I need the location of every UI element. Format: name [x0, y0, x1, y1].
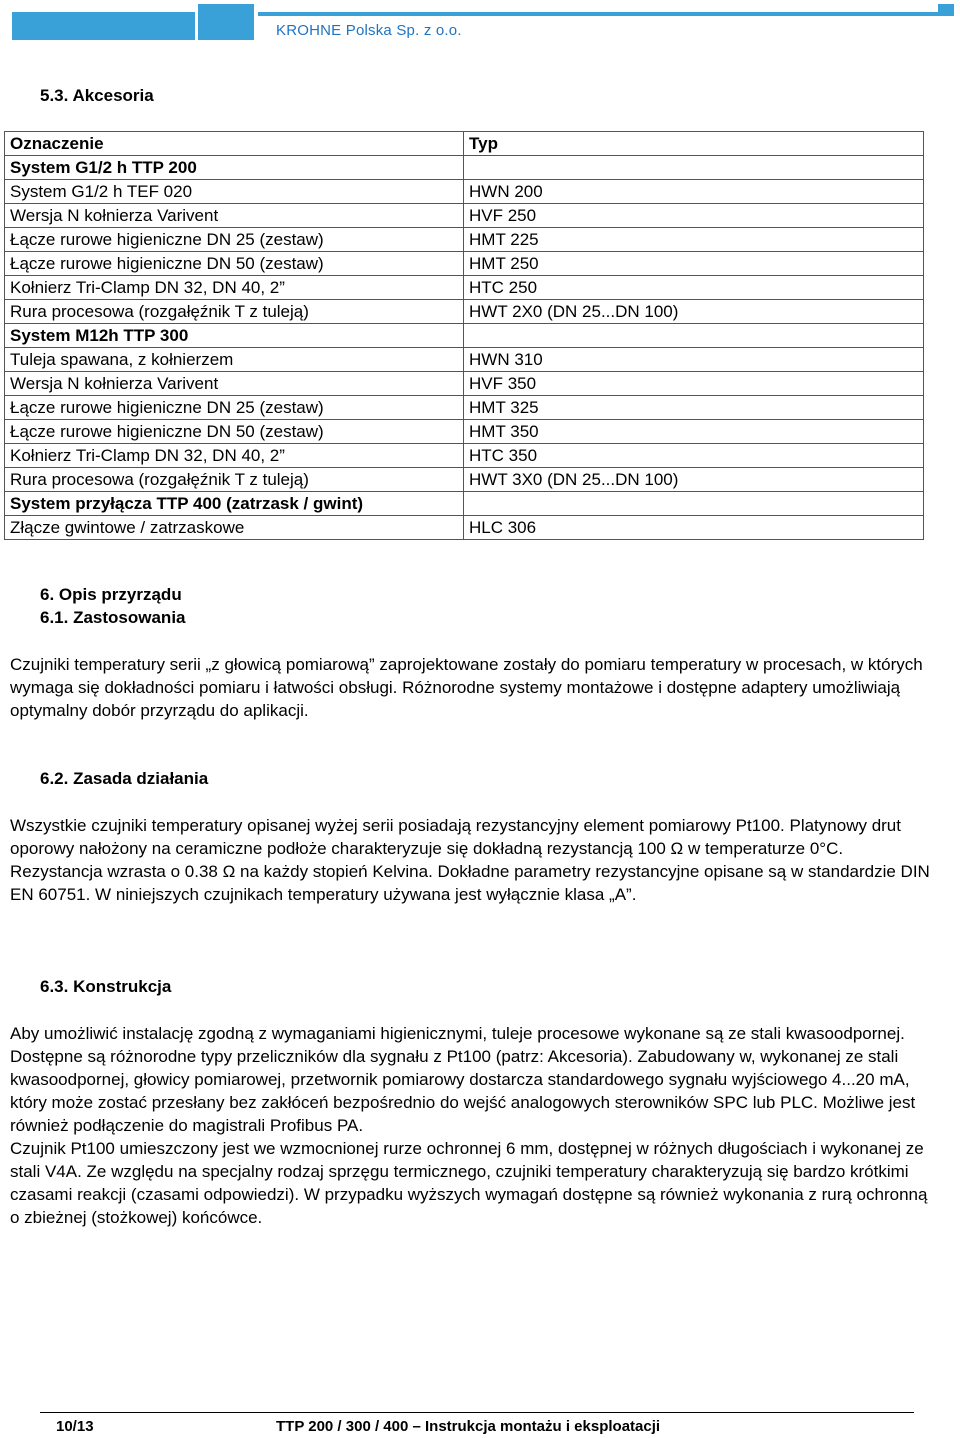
designation-cell: Łącze rurowe higieniczne DN 50 (zestaw)	[5, 252, 464, 276]
section-title-6-3: 6.3. Konstrukcja	[40, 977, 172, 996]
type-cell: HVF 250	[464, 204, 924, 228]
paragraph-operating-principle: Wszystkie czujniki temperatury opisanej wyżej serii posiadają rezystancyjny element pomiarowy Pt100. Platynowy drut oporowy nałożony na ceramiczne podłoże charakteryzuje się dokładną rezystancją 100 Ω w temperaturze 0°C. Rezystancja wzrasta o 0.38 Ω na każdy stopień Kelvina. Dokładne parametry rezystancyjne opisane są w standardzie DIN EN 60751. W niniejszych czujnikach temperatury używana jest wyłącznie klasa „A”.	[10, 816, 930, 904]
designation-cell: Wersja N kołnierza Varivent	[5, 372, 464, 396]
type-cell	[464, 324, 924, 348]
type-cell: HWN 200	[464, 180, 924, 204]
table-row	[5, 396, 924, 420]
company-name: KROHNE Polska Sp. z o.o.	[276, 22, 462, 39]
designation-cell: Złącze gwintowe / zatrzaskowe	[5, 516, 464, 540]
designation-cell: Kołnierz Tri-Clamp DN 32, DN 40, 2”	[5, 444, 464, 468]
section-title-6: 6. Opis przyrządu	[40, 585, 182, 604]
type-cell: HLC 306	[464, 516, 924, 540]
footer-divider	[40, 1412, 914, 1413]
designation-cell: System M12h TTP 300	[5, 324, 464, 348]
paragraph-applications: Czujniki temperatury serii „z głowicą pomiarową” zaprojektowane zostały do pomiaru temperatury w procesach, w których wymaga się dokładności pomiaru i łatwości obsługi. Różnorodne systemy montażowe i dostępne adaptery umożliwiają optymalny dobór przyrządu do aplikacji.	[10, 655, 923, 720]
header-accent-notch	[198, 4, 254, 40]
section-title-6-1: 6.1. Zastosowania	[40, 608, 186, 627]
page-number: 10/13	[56, 1418, 94, 1435]
designation-cell: Tuleja spawana, z kołnierzem	[5, 348, 464, 372]
designation-cell: Łącze rurowe higieniczne DN 50 (zestaw)	[5, 420, 464, 444]
table-row	[5, 180, 924, 204]
type-cell	[464, 492, 924, 516]
designation-cell: Rura procesowa (rozgałęźnik T z tuleją)	[5, 468, 464, 492]
type-cell: HMT 325	[464, 396, 924, 420]
header-accent-bar	[12, 12, 195, 40]
column-header-type: Typ	[464, 132, 924, 156]
table-row	[5, 252, 924, 276]
table-row	[5, 204, 924, 228]
column-header-designation: Oznaczenie	[5, 132, 464, 156]
table-group-row	[5, 324, 924, 348]
designation-cell: Wersja N kołnierza Varivent	[5, 204, 464, 228]
accessories-table	[4, 131, 924, 540]
type-cell: HVF 350	[464, 372, 924, 396]
table-row	[5, 420, 924, 444]
section-title-5-3: 5.3. Akcesoria	[40, 86, 154, 105]
type-cell: HWN 310	[464, 348, 924, 372]
table-group-row	[5, 492, 924, 516]
type-cell: HTC 350	[464, 444, 924, 468]
table-row	[5, 468, 924, 492]
designation-cell: System G1/2 h TEF 020	[5, 180, 464, 204]
table-header-row	[5, 132, 924, 156]
type-cell: HWT 2X0 (DN 25...DN 100)	[464, 300, 924, 324]
type-cell: HMT 250	[464, 252, 924, 276]
section-title-6-2: 6.2. Zasada działania	[40, 769, 209, 788]
designation-cell: Łącze rurowe higieniczne DN 25 (zestaw)	[5, 396, 464, 420]
type-cell: HWT 3X0 (DN 25...DN 100)	[464, 468, 924, 492]
type-cell: HTC 250	[464, 276, 924, 300]
header-accent-corner	[938, 4, 954, 16]
table-row	[5, 348, 924, 372]
table-row	[5, 228, 924, 252]
designation-cell: System G1/2 h TTP 200	[5, 156, 464, 180]
table-row	[5, 372, 924, 396]
table-row	[5, 516, 924, 540]
footer-document-title: TTP 200 / 300 / 400 – Instrukcja montażu i eksploatacji	[276, 1418, 661, 1435]
type-cell	[464, 156, 924, 180]
table-row	[5, 300, 924, 324]
table-row	[5, 444, 924, 468]
type-cell: HMT 225	[464, 228, 924, 252]
table-row	[5, 276, 924, 300]
paragraph-construction: Aby umożliwić instalację zgodną z wymaganiami higienicznymi, tuleje procesowe wykonane są ze stali kwasoodpornej. Dostępne są różnorodne typy przeliczników dla sygnału z Pt100 (patrz: Akcesoria). Zabudowany w, wykonanej ze stali kwasoodpornej, głowicy pomiarowej, przetwornik pomiarowy dostarcza standardowego sygnału wyjściowego 4...20 mA, który może zostać przesłany bez zakłóceń bezpośrednio do wejść analogowych sterowników SPC lub PLC. Możliwe jest również podłączenie do magistrali Profibus PA. Czujnik Pt100 umieszczony jest we wzmocnionej rurze ochronnej 6 mm, dostępnej w różnych długościach i wykonanej ze stali V4A. Ze względu na specjalny rodzaj sprzęgu termicznego, czujniki temperatury charakteryzują się bardzo krótkimi czasami reakcji (czasami odpowiedzi). W przypadku wyższych wymagań dostępne są również wykonania z rurą ochronną o zbieżnej (stożkowej) końcówce.	[10, 1024, 928, 1227]
table-group-row	[5, 156, 924, 180]
designation-cell: Kołnierz Tri-Clamp DN 32, DN 40, 2”	[5, 276, 464, 300]
designation-cell: Rura procesowa (rozgałęźnik T z tuleją)	[5, 300, 464, 324]
designation-cell: Łącze rurowe higieniczne DN 25 (zestaw)	[5, 228, 464, 252]
designation-cell: System przyłącza TTP 400 (zatrzask / gwint)	[5, 492, 464, 516]
header-accent-line	[258, 12, 953, 16]
type-cell: HMT 350	[464, 420, 924, 444]
